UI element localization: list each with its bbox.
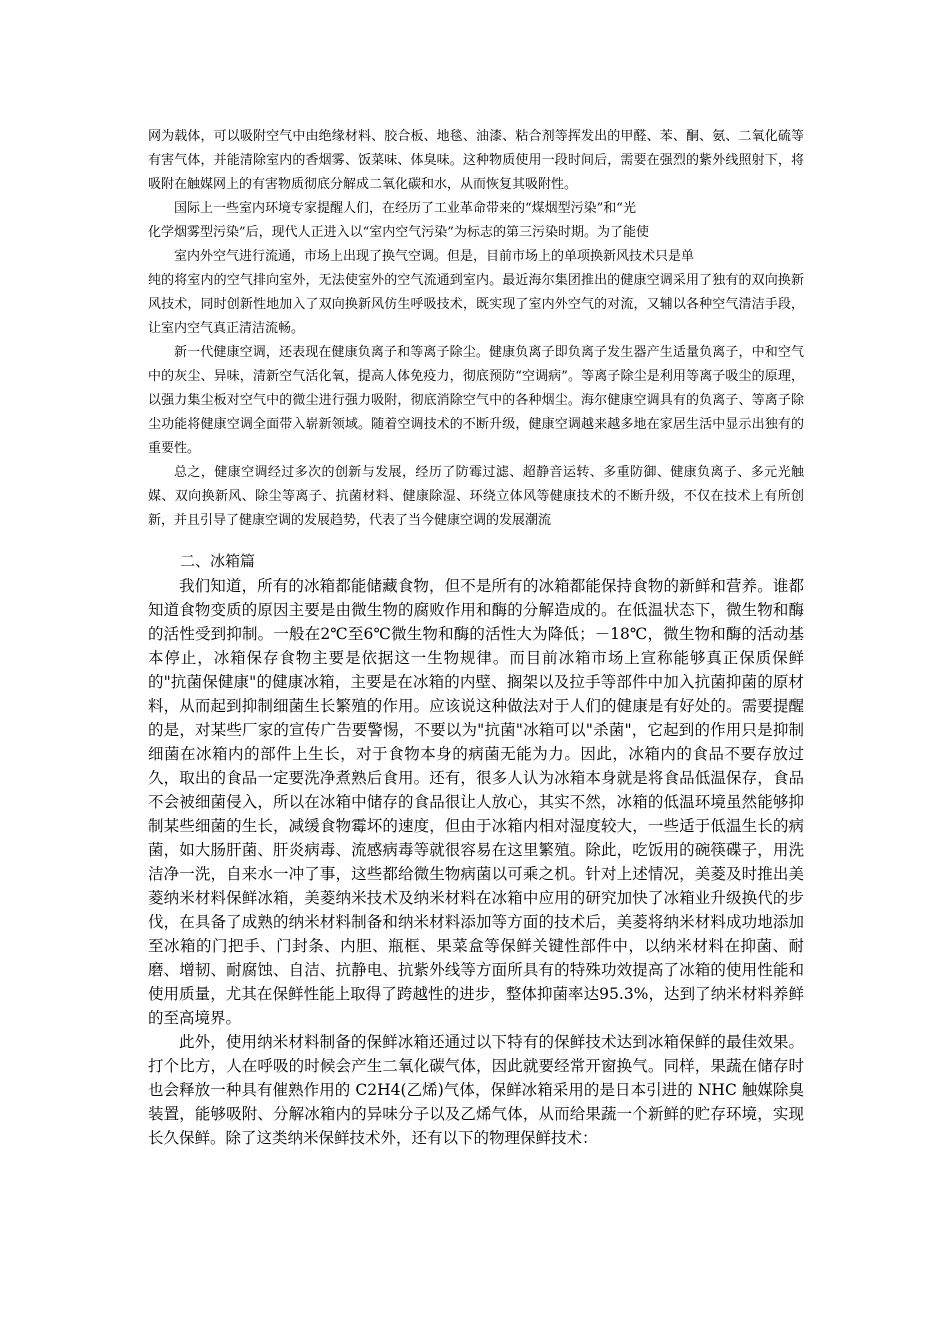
paragraph-photocatalyst: 网为载体，可以吸附空气中由绝缘材料、胶合板、地毯、油漆、粘合剂等挥发出的甲醛、苯、酮、氨、二氧化硫等有害气体，并能清除室内的香烟雾、饭菜味、体臭味。这种物质使用一段时间后，需要在强烈的紫外线照射下，将吸附在触媒网上的有害物质彻底分解成二氧化碳和水，从而恢复其吸附性。: [148, 129, 804, 192]
refrigerator-section: [148, 574, 804, 1150]
air-conditioner-section: [148, 125, 804, 533]
paragraph-ventilation: 纯的将室内的空气排向室外，无法使室外的空气流通到室内。最近海尔集团推出的健康空调采用了独有的双向换新风技术，同时创新性地加入了双向换新风仿生呼吸技术，既实现了室内外空气的对流，又辅以各种空气清洁手段，让室内空气真正清洁流畅。: [148, 273, 804, 336]
paragraph-line: 室内外空气进行流通，市场上出现了换气空调。但是，目前市场上的单项换新风技术只是单: [174, 249, 695, 264]
paragraph-ionizer: 新一代健康空调，还表现在健康负离子和等离子除尘。健康负离子即负离子发生器产生适量负离子，中和空气中的灰尘、异味，清新空气活化氧，提高人体免疫力，彻底预防“空调病”。等离子除尘是利用等离子吸尘的原理，以强力集尘板对空气中的微尘进行强力吸附，彻底消除空气中的各种烟尘。海尔健康空调具有的负离子、等离子除尘功能将健康空调全面带入崭新领域。随着空调技术的不断升级，健康空调越来越多地在家居生活中显示出独有的重要性。: [148, 345, 804, 456]
paragraph-line: 国际上一些室内环境专家提醒人们，在经历了工业革命带来的“煤烟型污染”和“光: [174, 201, 636, 216]
section-heading: 二、冰箱篇: [180, 552, 256, 570]
paragraph-line: 化学烟雾型污染”后，现代人正进入以“室内空气污染”为标志的第三污染时期。为了能使: [148, 225, 649, 240]
paragraph-preservation-tech: 此外，使用纳米材料制备的保鲜冰箱还通过以下特有的保鲜技术达到冰箱保鲜的最佳效果。打个比方，人在呼吸的时候会产生二氧化碳气体，因此就要经常开窗换气。同样，果蔬在储存时也会释放一种具有催熟作用的 C2H4(乙烯)气体，保鲜冰箱采用的是日本引进的 NHC 触媒除臭装置，能够吸附、分解冰箱内的异味分子以及乙烯气体，从而给果蔬一个新鲜的贮存环境，实现长久保鲜。除了这类纳米保鲜技术外，还有以下的物理保鲜技术：: [148, 1033, 804, 1147]
paragraph-summary: 总之，健康空调经过多次的创新与发展，经历了防霉过滤、超静音运转、多重防御、健康负离子、多元光触媒、双向换新风、除尘等离子、抗菌材料、健康除湿、环绕立体风等健康技术的不断升级，不仅在技术上有所创新，并且引导了健康空调的发展趋势，代表了当今健康空调的发展潮流: [148, 465, 804, 528]
paragraph-refrigerator-intro: 我们知道，所有的冰箱都能储藏食物，但不是所有的冰箱都能保持食物的新鲜和营养。谁都知道食物变质的原因主要是由微生物的腐败作用和酶的分解造成的。在低温状态下，微生物和酶的活性受到抑制。一般在2℃至6℃微生物和酶的活性大为降低；－18℃，微生物和酶的活动基本停止，冰箱保存食物主要是依据这一生物规律。而目前冰箱市场上宣称能够真正保质保鲜的"抗菌保健康"的健康冰箱，主要是在冰箱的内壁、搁架以及拉手等部件中加入抗菌抑菌的原材料，从而起到抑制细菌生长繁殖的作用。应该说这种做法对于人们的健康是有好处的。需要提醒的是，对某些厂家的宣传广告要警惕，不要以为"抗菌"冰箱可以"杀菌"，它起到的作用只是抑制细菌在冰箱内的部件上生长，对于食物本身的病菌无能为力。因此，冰箱内的食品不要存放过久，取出的食品一定要洗净煮熟后食用。还有，很多人认为冰箱本身就是将食品低温保存，食品不会被细菌侵入，所以在冰箱中储存的食品很让人放心，其实不然，冰箱的低温环境虽然能够抑制某些细菌的生长，减缓食物霉坏的速度，但由于冰箱内相对湿度较大，一些适于低温生长的病菌，如大肠肝菌、肝炎病毒、流感病毒等就很容易在这里繁殖。除此，吃饭用的碗筷碟子，用洗洁净一洗，自来水一冲了事，这些都给微生物病菌以可乘之机。针对上述情况，美菱及时推出美菱纳米材料保鲜冰箱，美菱纳米技术及纳米材料在冰箱中应用的研究加快了冰箱业升级换代的步伐，在具备了成熟的纳米材料制备和纳米材料添加等方面的技术后，美菱将纳米材料成功地添加至冰箱的门把手、门封条、内胆、瓶框、果菜盒等保鲜关键性部件中，以纳米材料在抑菌、耐磨、增韧、耐腐蚀、自洁、抗静电、抗紫外线等方面所具有的特殊功效提高了冰箱的使用性能和使用质量，尤其在保鲜性能上取得了跨越性的进步，整体抑菌率达95.3%，达到了纳米材料养鲜的至高境界。: [148, 577, 804, 1027]
